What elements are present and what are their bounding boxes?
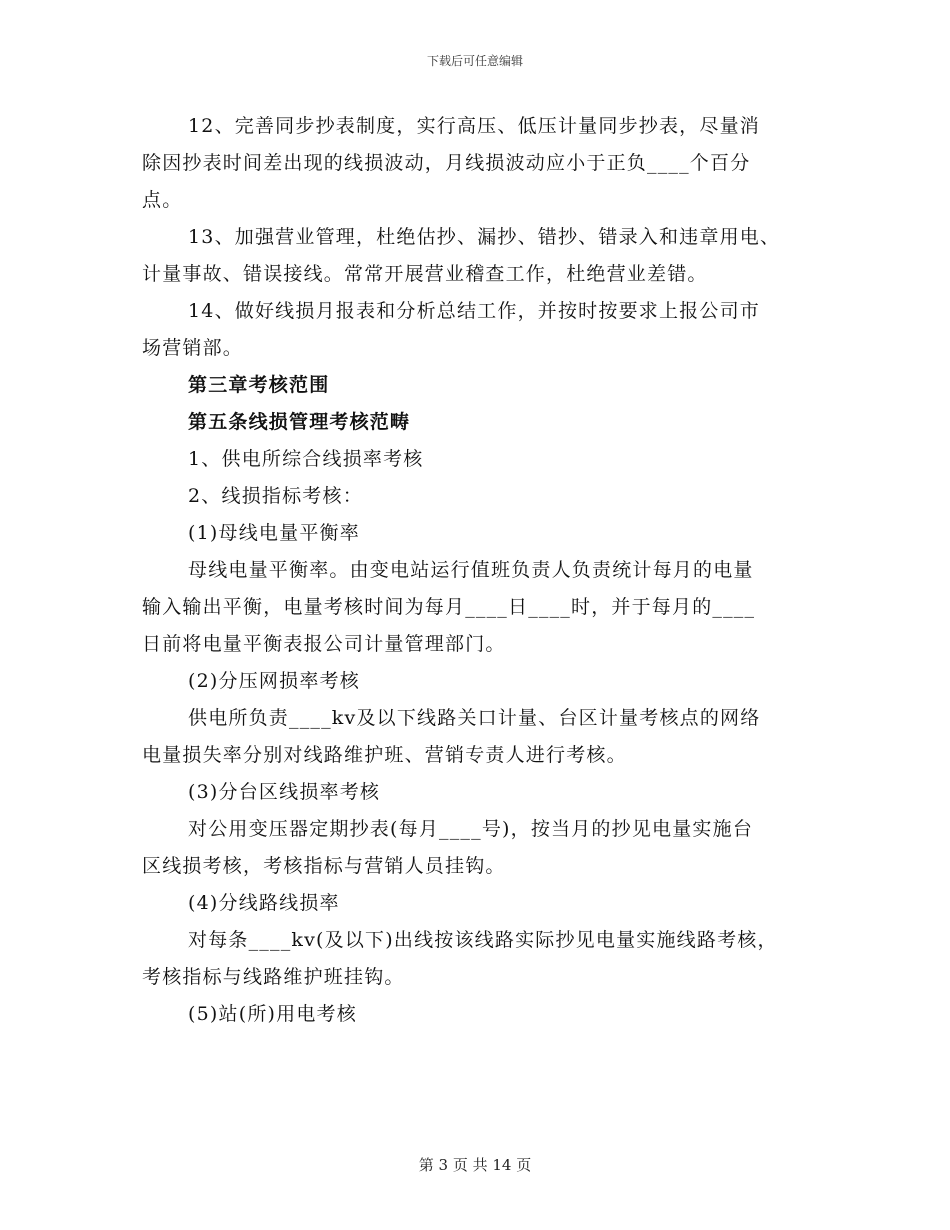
paragraph-1-line-2: 输入输出平衡，电量考核时间为每月____日____时，并于每月的____ [142, 596, 756, 618]
paragraph-1-line-3: 日前将电量平衡表报公司计量管理部门。 [142, 633, 506, 655]
clause-12-line-1: 12、完善同步抄表制度，实行高压、低压计量同步抄表，尽量消 [188, 115, 760, 137]
article-heading: 第五条线损管理考核范畴 [188, 411, 411, 433]
clause-14-line-1: 14、做好线损月报表和分析总结工作，并按时按要求上报公司市 [188, 300, 760, 322]
chapter-heading: 第三章考核范围 [188, 374, 330, 396]
list-item-1: 1、供电所综合线损率考核 [188, 448, 424, 470]
page-header: 下载后可任意编辑 [426, 54, 523, 68]
clause-13-line-1: 13、加强营业管理，杜绝估抄、漏抄、错抄、错录入和违章用电、 [188, 226, 781, 248]
clause-12-line-3: 点。 [142, 189, 183, 211]
page-footer: 第 3 页 共 14 页 [418, 1156, 532, 1174]
subheading-2: (2)分压网损率考核 [188, 670, 360, 692]
paragraph-4-line-2: 考核指标与线路维护班挂钩。 [142, 966, 405, 988]
clause-13-line-2: 计量事故、错误接线。常常开展营业稽查工作，杜绝营业差错。 [142, 263, 708, 285]
paragraph-4-line-1: 对每条____kv(及以下)出线按该线路实际抄见电量实施线路考核， [188, 929, 778, 951]
paragraph-1-line-1: 母线电量平衡率。由变电站运行值班负责人负责统计每月的电量 [188, 559, 754, 581]
paragraph-2-line-1: 供电所负责____kv及以下线路关口计量、台区计量考核点的网络 [188, 707, 761, 729]
subheading-1: (1)母线电量平衡率 [188, 522, 360, 544]
paragraph-3-line-2: 区线损考核，考核指标与营销人员挂钩。 [142, 855, 506, 877]
clause-14-line-2: 场营销部。 [142, 337, 244, 359]
paragraph-2-line-2: 电量损失率分别对线路维护班、营销专责人进行考核。 [142, 744, 627, 766]
paragraph-3-line-1: 对公用变压器定期抄表(每月____号)，按当月的抄见电量实施台 [188, 818, 754, 840]
subheading-4: (4)分线路线损率 [188, 892, 340, 914]
document-body [142, 108, 806, 1033]
subheading-5: (5)站(所)用电考核 [188, 1003, 357, 1025]
clause-12-line-2: 除因抄表时间差出现的线损波动，月线损波动应小于正负____个百分 [142, 152, 751, 174]
subheading-3: (3)分台区线损率考核 [188, 781, 381, 803]
list-item-2: 2、线损指标考核： [188, 485, 363, 507]
